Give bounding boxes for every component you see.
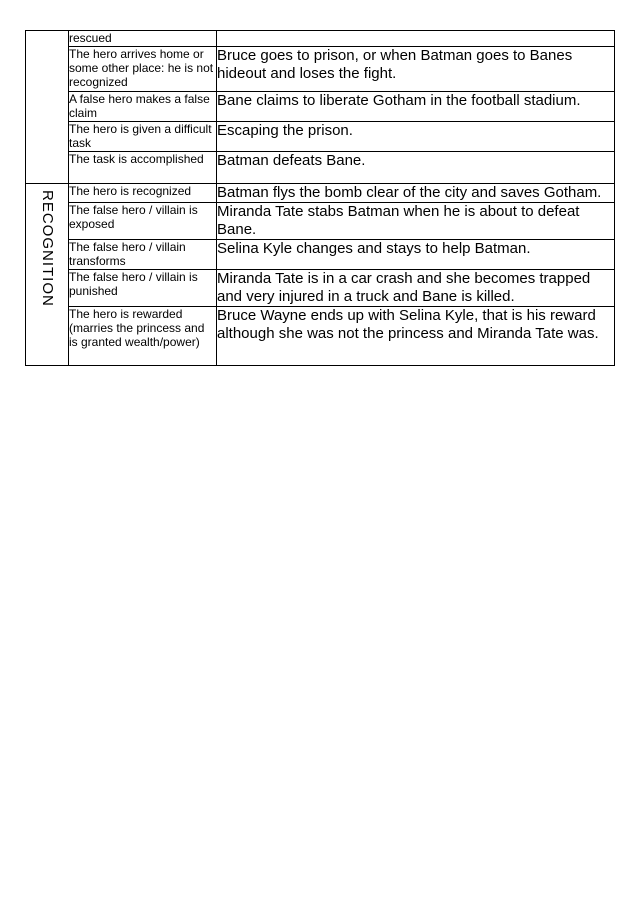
table-row <box>26 31 615 47</box>
description-cell: Batman defeats Bane. <box>217 152 615 184</box>
table-row <box>26 270 615 307</box>
function-cell: The hero arrives home or some other place: he is not recognized <box>69 47 217 92</box>
function-cell: The false hero / villain is punished <box>69 270 217 307</box>
table-row <box>26 92 615 122</box>
function-cell: A false hero makes a false claim <box>69 92 217 122</box>
function-cell: The task is accomplished <box>69 152 217 184</box>
description-cell: Bane claims to liberate Gotham in the football stadium. <box>217 92 615 122</box>
description-cell: Bruce Wayne ends up with Selina Kyle, that is his reward although she was not the princess and Miranda Tate was. <box>217 307 615 366</box>
table-row <box>26 47 615 92</box>
description-cell: Miranda Tate is in a car crash and she becomes trapped and very injured in a truck and Bane is killed. <box>217 270 615 307</box>
description-cell: Bruce goes to prison, or when Batman goes to Banes hideout and loses the fight. <box>217 47 615 92</box>
story-function-table <box>25 30 615 366</box>
description-cell: Escaping the prison. <box>217 122 615 152</box>
function-cell: The hero is given a difficult task <box>69 122 217 152</box>
section-cell-previous <box>26 31 69 184</box>
function-cell: The hero is recognized <box>69 184 217 203</box>
table-row <box>26 307 615 366</box>
table-row <box>26 240 615 270</box>
function-cell: The false hero / villain transforms <box>69 240 217 270</box>
description-cell <box>217 31 615 47</box>
description-cell: Selina Kyle changes and stays to help Batman. <box>217 240 615 270</box>
description-cell: Batman flys the bomb clear of the city and saves Gotham. <box>217 184 615 203</box>
table-row <box>26 152 615 184</box>
function-cell: rescued <box>69 31 217 47</box>
table-row <box>26 184 615 203</box>
section-cell-recognition <box>26 184 69 366</box>
function-cell: The false hero / villain is exposed <box>69 203 217 240</box>
description-cell: Miranda Tate stabs Batman when he is about to defeat Bane. <box>217 203 615 240</box>
function-cell: The hero is rewarded (marries the princess and is granted wealth/power) <box>69 307 217 366</box>
table-row <box>26 122 615 152</box>
table-row <box>26 203 615 240</box>
section-label-recognition: RECOGNITION <box>39 190 56 307</box>
